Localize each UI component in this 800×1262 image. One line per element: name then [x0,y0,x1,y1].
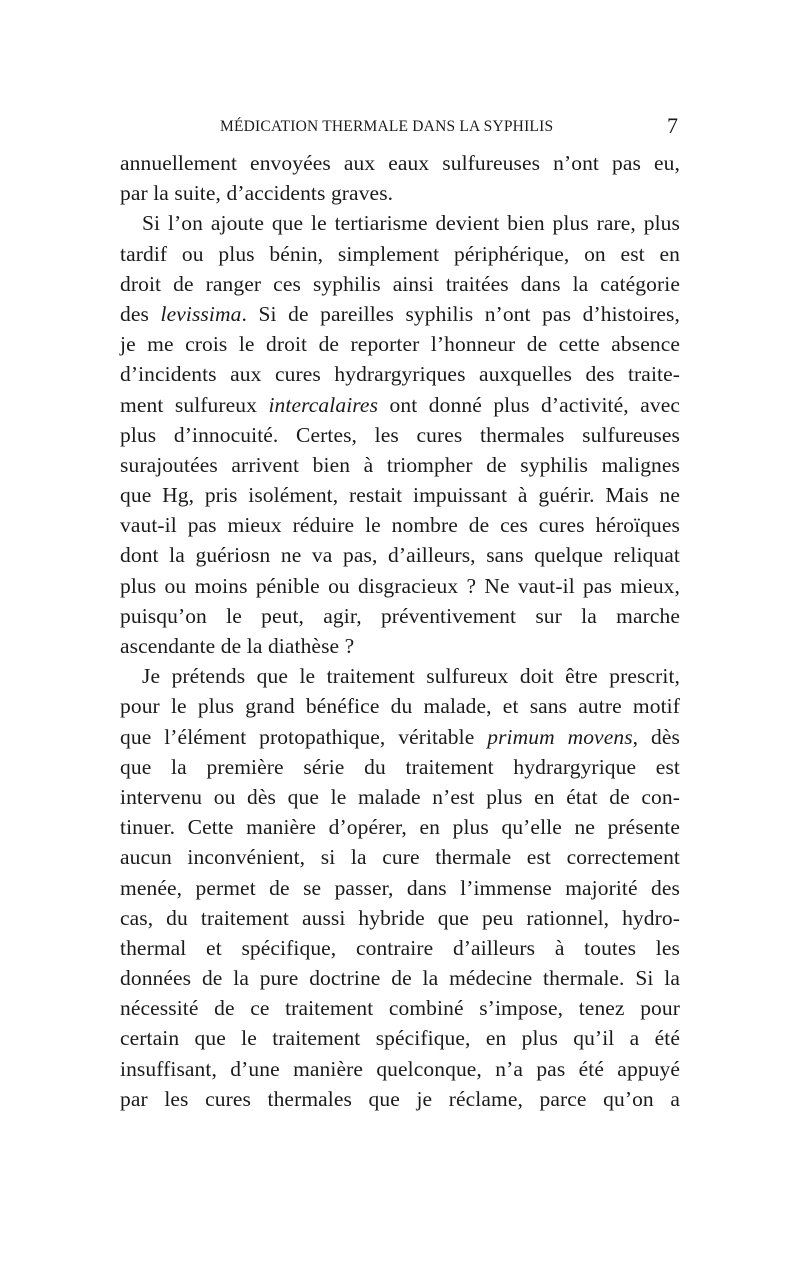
text-line: aucun inconvénient, si la cure thermale est correctement [120,845,680,870]
text-line [120,299,680,329]
text-fragment: ment sulfureux [120,392,269,417]
text-line: pour le plus grand bénéfice du malade, et sans autre motif [120,694,680,719]
text-fragment: des [120,301,161,326]
text-line: annuellement envoyées aux eaux sulfureuses n’ont pas eu, [120,151,680,175]
text-line: tinuer. Cette manière d’opérer, en plus qu’elle ne présente [120,815,680,840]
text-line: intervenu ou dès que le malade n’est plus en état de con- [120,784,680,809]
text-line: Je prétends que le traitement sulfureux doit être prescrit, [142,664,680,689]
text-line: d’incidents aux cures hydrargyriques auxquelles des traite- [120,362,680,387]
body-text [120,148,680,1114]
text-line: que la première série du traitement hydrargyrique est [120,754,680,779]
page-number: 7 [667,113,678,138]
text-fragment: , dès [632,724,680,749]
running-title: MÉDICATION THERMALE DANS LA SYPHILIS [220,118,554,135]
text-line: menée, permet de se passer, dans l’immense majorité des [120,875,680,900]
text-line: je me crois le droit de reporter l’honneur de cette absence [120,332,680,357]
text-fragment: que l’élément protopathique, véritable [120,724,488,749]
text-fragment: ont donné plus d’activité, avec [378,392,680,417]
text-line: insuffisant, d’une manière quelconque, n’a pas été appuyé [120,1056,680,1081]
running-header [120,113,680,138]
text-line [120,722,680,752]
text-line: ascendante de la diathèse ? [120,634,355,658]
text-line: puisqu’on le peut, agir, préventivement sur la marche [120,603,680,628]
text-line: cas, du traitement aussi hybride que peu rationnel, hydro- [120,905,680,930]
text-line: droit de ranger ces syphilis ainsi traitées dans la catégorie [120,271,680,296]
text-line [120,390,680,420]
text-fragment: . Si de pareilles syphilis n’ont pas d’histoires, [241,301,680,326]
text-line: données de la pure doctrine de la médecine thermale. Si la [120,966,680,991]
text-line: plus ou moins pénible ou disgracieux ? Ne vaut-il pas mieux, [120,573,680,598]
text-line: plus d’innocuité. Certes, les cures thermales sulfureuses [120,422,680,447]
text-line: surajoutées arrivent bien à triompher de syphilis malignes [120,452,680,477]
text-line: certain que le traitement spécifique, en plus qu’il a été [120,1026,680,1051]
italic-term: primum movens [487,724,633,749]
text-line: thermal et spécifique, contraire d’ailleurs à toutes les [120,935,680,960]
text-line: dont la guériosn ne va pas, d’ailleurs, sans quelque reliquat [120,543,680,568]
text-line: que Hg, pris isolément, restait impuissant à guérir. Mais ne [120,483,680,508]
text-line: par la suite, d’accidents graves. [120,181,394,206]
text-line: vaut-il pas mieux réduire le nombre de ces cures héroïques [120,513,680,538]
text-line: tardif ou plus bénin, simplement périphérique, on est en [120,241,680,266]
italic-term: levissima [160,301,242,326]
italic-term: intercalaires [268,392,379,417]
text-line: par les cures thermales que je réclame, parce qu’on a [120,1086,680,1111]
text-line: Si l’on ajoute que le tertiarisme devient bien plus rare, plus [142,211,680,236]
text-line: nécessité de ce traitement combiné s’impose, tenez pour [120,996,680,1021]
